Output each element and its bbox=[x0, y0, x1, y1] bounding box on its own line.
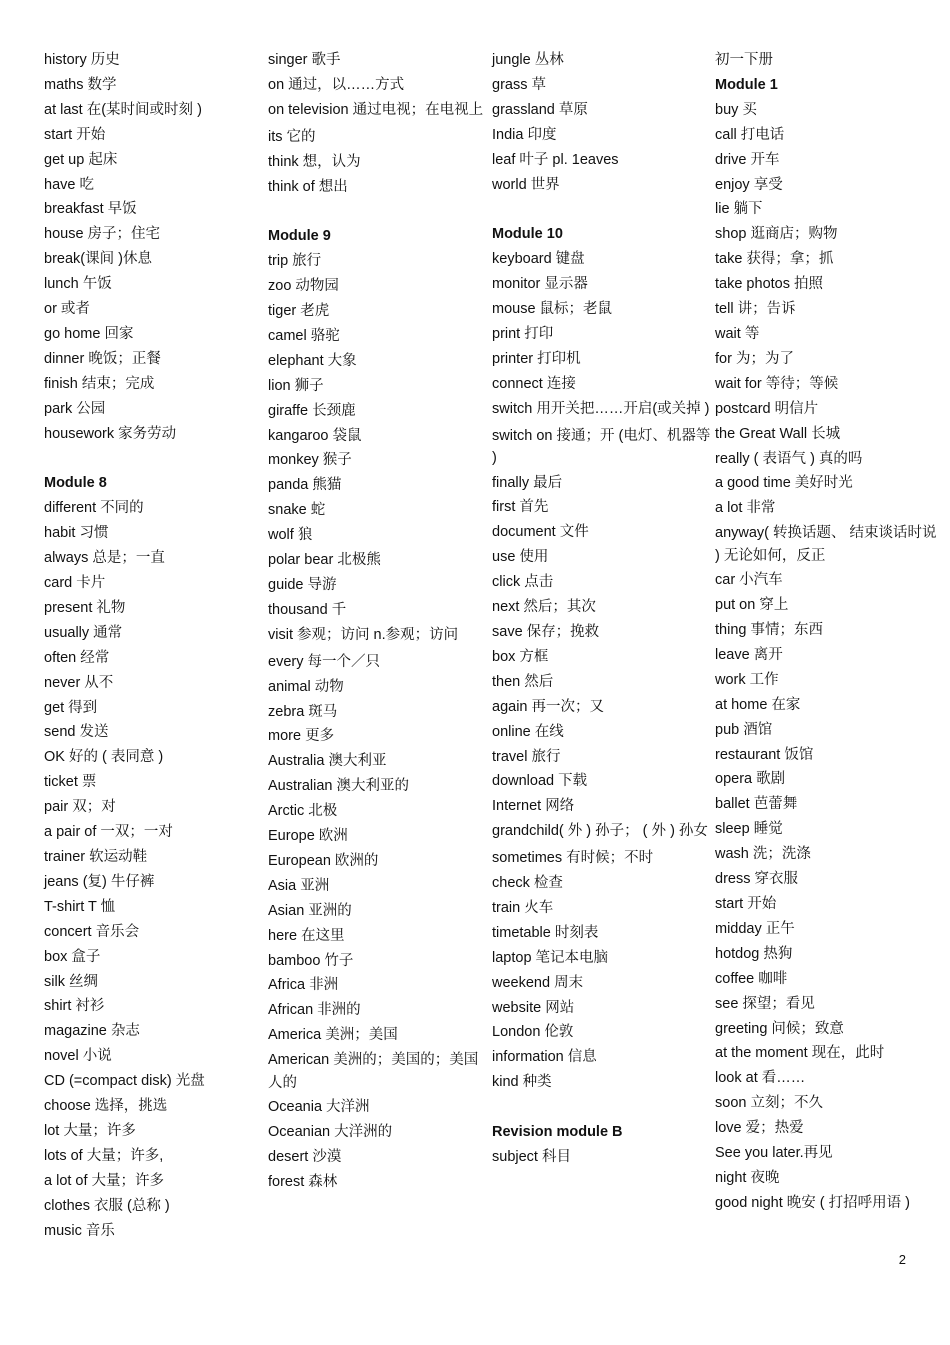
vocab-entry: Asia 亚洲 bbox=[268, 877, 330, 894]
vocab-entry: get up 起床 bbox=[44, 151, 118, 168]
vocab-entry: Asian 亚洲的 bbox=[268, 902, 352, 919]
module-heading: Revision module B bbox=[492, 1124, 623, 1141]
vocab-entry: polar bear 北极熊 bbox=[268, 552, 381, 569]
vocab-entry: download 下载 bbox=[492, 773, 588, 790]
vocab-entry: present 礼物 bbox=[44, 599, 126, 616]
vocab-entry: coffee 咖啡 bbox=[715, 970, 788, 987]
vocab-entry: concert 音乐会 bbox=[44, 923, 140, 940]
vocab-entry: European 欧洲的 bbox=[268, 852, 379, 869]
vocab-entry: opera 歌剧 bbox=[715, 771, 786, 788]
vocab-entry: T-shirt T 恤 bbox=[44, 898, 116, 915]
vocab-entry: habit 习惯 bbox=[44, 525, 109, 542]
vocab-entry: monitor 显示器 bbox=[492, 276, 588, 293]
vocab-entry: soon 立刻；不久 bbox=[715, 1095, 823, 1112]
vocab-entry: next 然后；其次 bbox=[492, 599, 596, 616]
vocab-entry: See you later.再见 bbox=[715, 1145, 833, 1162]
vocab-entry: document 文件 bbox=[492, 524, 589, 541]
vocab-entry: print 打印 bbox=[492, 325, 554, 342]
column-4 bbox=[715, 48, 937, 1218]
vocab-entry: a lot of 大量；许多 bbox=[44, 1172, 165, 1189]
vocab-entry: dress 穿衣服 bbox=[715, 871, 798, 888]
vocab-entry: world 世界 bbox=[492, 176, 560, 193]
vocab-entry: start 开始 bbox=[44, 126, 106, 143]
vocab-entry: desert 沙漠 bbox=[268, 1149, 342, 1166]
vocab-entry: housework 家务劳动 bbox=[44, 425, 177, 442]
vocab-entry: choose 选择，挑选 bbox=[44, 1098, 168, 1115]
vocab-entry: Oceania 大洋洲 bbox=[268, 1099, 370, 1116]
vocab-entry: or 或者 bbox=[44, 301, 90, 318]
vocab-entry: snake 蛇 bbox=[268, 502, 326, 519]
vocab-entry: anyway( 转换话题、 结束谈话时说 ) 无论如何，反正 bbox=[715, 525, 937, 564]
vocab-entry: good night 晚安 ( 打招呼用语 ) bbox=[715, 1194, 910, 1211]
vocab-entry: magazine 杂志 bbox=[44, 1023, 140, 1040]
vocab-entry: subject 科目 bbox=[492, 1149, 571, 1165]
vocab-entry: have 吃 bbox=[44, 176, 94, 193]
vocab-entry: 初一下册 bbox=[715, 52, 773, 68]
vocab-entry: lunch 午饭 bbox=[44, 276, 112, 293]
vocab-entry: on television 通过电视；在电视上 bbox=[268, 101, 484, 118]
vocab-entry: get 得到 bbox=[44, 699, 98, 716]
vocab-entry: save 保存；挽救 bbox=[492, 624, 600, 640]
vocab-entry: postcard 明信片 bbox=[715, 400, 819, 417]
vocab-entry: thousand 千 bbox=[268, 601, 347, 618]
vocab-entry: leave 离开 bbox=[715, 646, 783, 663]
vocab-entry: see 探望；看见 bbox=[715, 995, 815, 1012]
vocab-entry: start 开始 bbox=[715, 896, 777, 912]
vocab-entry: timetable 时刻表 bbox=[492, 924, 599, 941]
vocab-entry: a good time 美好时光 bbox=[715, 475, 853, 492]
vocab-entry: dinner 晚饭；正餐 bbox=[44, 350, 161, 367]
vocab-entry: never 从不 bbox=[44, 674, 114, 691]
vocab-entry: OK 好的 ( 表同意 ) bbox=[44, 749, 164, 766]
module-heading: Module 10 bbox=[492, 226, 563, 243]
vocab-entry: drive 开车 bbox=[715, 151, 780, 168]
vocab-entry: box 方框 bbox=[492, 648, 549, 665]
vocab-entry: lots of 大量；许多, bbox=[44, 1147, 164, 1164]
vocab-entry: lion 狮子 bbox=[268, 377, 324, 394]
module-heading: Module 8 bbox=[44, 475, 107, 492]
vocab-entry: more 更多 bbox=[268, 728, 335, 745]
vocab-entry: kind 种类 bbox=[492, 1074, 552, 1091]
vocab-entry: wait for 等待；等候 bbox=[715, 375, 839, 392]
vocab-entry: tiger 老虎 bbox=[268, 303, 330, 320]
vocab-entry: first 首先 bbox=[492, 499, 549, 516]
vocab-entry: Australian 澳大利亚的 bbox=[268, 778, 410, 795]
vocab-entry: pair 双；对 bbox=[44, 799, 116, 816]
vocab-entry: Internet 网络 bbox=[492, 798, 575, 815]
blank-line bbox=[268, 199, 490, 224]
vocab-entry: sleep 睡觉 bbox=[715, 821, 783, 838]
vocab-entry: buy 买 bbox=[715, 101, 757, 118]
vocab-entry: keyboard 键盘 bbox=[492, 251, 585, 268]
vocab-entry: history 历史 bbox=[44, 52, 120, 68]
vocab-entry: website 网站 bbox=[492, 999, 575, 1016]
vocab-entry: leaf 叶子 pl. 1eaves bbox=[492, 151, 619, 168]
vocab-entry: break(课间 )休息 bbox=[44, 251, 152, 268]
vocab-entry: trainer 软运动鞋 bbox=[44, 848, 148, 865]
vocab-entry: think 想，认为 bbox=[268, 153, 361, 170]
module-heading: Module 9 bbox=[268, 228, 331, 245]
vocab-entry: use 使用 bbox=[492, 549, 549, 566]
vocab-entry: train 火车 bbox=[492, 899, 554, 916]
vocab-entry: American 美洲的；美国的；美国人的 bbox=[268, 1052, 479, 1091]
vocab-entry: grass 草 bbox=[492, 76, 546, 93]
vocab-entry: India 印度 bbox=[492, 126, 557, 143]
vocab-entry: music 音乐 bbox=[44, 1222, 115, 1239]
vocab-entry: weekend 周末 bbox=[492, 974, 584, 991]
vocab-entry: maths 数学 bbox=[44, 76, 117, 93]
vocab-entry: clothes 衣服 (总称 ) bbox=[44, 1197, 170, 1214]
vocab-entry: at the moment 现在，此时 bbox=[715, 1045, 885, 1062]
vocab-entry: work 工作 bbox=[715, 671, 779, 688]
vocab-entry: different 不同的 bbox=[44, 500, 144, 517]
vocab-entry: at last 在(某时间或时刻 ) bbox=[44, 101, 202, 118]
vocab-entry: wait 等 bbox=[715, 325, 760, 342]
vocab-entry: again 再一次；又 bbox=[492, 698, 605, 715]
vocab-entry: a pair of 一双；一对 bbox=[44, 824, 173, 841]
vocab-entry: park 公园 bbox=[44, 400, 106, 417]
module-heading: Module 1 bbox=[715, 76, 778, 93]
vocab-entry: restaurant 饭馆 bbox=[715, 746, 814, 763]
vocab-entry: panda 熊猫 bbox=[268, 477, 342, 494]
vocab-entry: ballet 芭蕾舞 bbox=[715, 796, 798, 813]
vocab-entry: America 美洲；美国 bbox=[268, 1027, 398, 1044]
vocab-entry: tell 讲；告诉 bbox=[715, 301, 796, 318]
vocab-entry: switch on 接通；开 (电灯、机器等 ) bbox=[492, 427, 711, 467]
vocab-entry: think of 想出 bbox=[268, 178, 348, 195]
vocab-entry: enjoy 享受 bbox=[715, 176, 783, 193]
vocab-entry: forest 森林 bbox=[268, 1173, 338, 1190]
vocab-entry: a lot 非常 bbox=[715, 500, 776, 517]
vocab-entry: kangaroo 袋鼠 bbox=[268, 427, 362, 444]
vocab-entry: go home 回家 bbox=[44, 325, 134, 342]
vocab-entry: really ( 表语气 ) 真的吗 bbox=[715, 450, 863, 467]
vocab-entry: wolf 狼 bbox=[268, 527, 313, 544]
vocab-entry: night 夜晚 bbox=[715, 1169, 780, 1186]
vocab-entry: zebra 斑马 bbox=[268, 703, 338, 720]
vocab-entry: trip 旅行 bbox=[268, 253, 322, 270]
vocab-entry: zoo 动物园 bbox=[268, 278, 339, 295]
vocab-entry: every 每一个／只 bbox=[268, 653, 380, 670]
vocab-entry: singer 歌手 bbox=[268, 52, 341, 68]
vocab-entry: bamboo 竹子 bbox=[268, 952, 354, 969]
vocab-entry: information 信息 bbox=[492, 1049, 597, 1066]
vocab-entry: lot 大量；许多 bbox=[44, 1122, 136, 1139]
vocab-entry: often 经常 bbox=[44, 649, 110, 666]
vocab-entry: laptop 笔记本电脑 bbox=[492, 949, 609, 966]
vocab-entry: usually 通常 bbox=[44, 624, 123, 641]
vocab-entry: animal 动物 bbox=[268, 678, 344, 695]
vocab-entry: Australia 澳大利亚 bbox=[268, 753, 387, 770]
vocab-entry: pub 酒馆 bbox=[715, 721, 773, 738]
vocab-entry: CD (=compact disk) 光盘 bbox=[44, 1073, 205, 1090]
vocab-entry: elephant 大象 bbox=[268, 352, 357, 369]
vocab-entry: grandchild( 外 ) 孙子； ( 外 ) 孙女 bbox=[492, 823, 708, 840]
vocab-entry: the Great Wall 长城 bbox=[715, 425, 841, 442]
vocab-entry: jeans (复) 牛仔裤 bbox=[44, 873, 155, 890]
vocab-entry: camel 骆驼 bbox=[268, 327, 340, 344]
vocab-entry: travel 旅行 bbox=[492, 748, 561, 765]
vocab-entry: car 小汽车 bbox=[715, 572, 783, 589]
vocab-entry: Arctic 北极 bbox=[268, 803, 338, 820]
vocab-entry: greeting 问候；致意 bbox=[715, 1020, 844, 1037]
vocab-entry: put on 穿上 bbox=[715, 597, 789, 614]
vocab-entry: take 获得；拿；抓 bbox=[715, 251, 834, 268]
vocab-entry: love 爱；热爱 bbox=[715, 1120, 804, 1137]
vocab-entry: shop 逛商店；购物 bbox=[715, 226, 838, 243]
vocab-entry: switch 用开关把……开启(或关掉 ) bbox=[492, 400, 710, 417]
vocab-entry: click 点击 bbox=[492, 574, 554, 591]
vocab-entry: box 盒子 bbox=[44, 948, 101, 965]
vocab-entry: London 伦敦 bbox=[492, 1024, 574, 1041]
vocab-entry: here 在这里 bbox=[268, 927, 345, 944]
blank-line bbox=[44, 447, 266, 472]
vocab-entry: grassland 草原 bbox=[492, 101, 588, 118]
vocab-entry: call 打电话 bbox=[715, 126, 785, 143]
vocab-entry: for 为；为了 bbox=[715, 350, 794, 367]
vocab-entry: look at 看…… bbox=[715, 1070, 806, 1087]
vocab-entry: then 然后 bbox=[492, 673, 554, 690]
vocab-entry: African 非洲的 bbox=[268, 1002, 361, 1019]
vocab-entry: hotdog 热狗 bbox=[715, 945, 793, 962]
vocab-entry: monkey 猴子 bbox=[268, 452, 352, 469]
vocab-entry: at home 在家 bbox=[715, 696, 801, 713]
vocab-entry: mouse 鼠标；老鼠 bbox=[492, 301, 613, 318]
vocab-entry: Europe 欧洲 bbox=[268, 828, 348, 845]
column-3 bbox=[492, 48, 714, 1170]
vocab-entry: midday 正午 bbox=[715, 920, 795, 937]
vocab-entry: on 通过，以……方式 bbox=[268, 76, 405, 93]
vocab-entry: finish 结束；完成 bbox=[44, 375, 155, 392]
vocab-entry: always 总是；一直 bbox=[44, 550, 165, 567]
vocab-entry: thing 事情；东西 bbox=[715, 622, 823, 639]
vocab-entry: sometimes 有时候；不时 bbox=[492, 850, 654, 867]
vocab-entry: Oceanian 大洋洲的 bbox=[268, 1124, 393, 1141]
vocab-entry: finally 最后 bbox=[492, 474, 563, 491]
vocab-entry: check 检查 bbox=[492, 875, 563, 892]
vocab-entry: ticket 票 bbox=[44, 774, 97, 791]
vocab-entry: visit 参观；访问 n.参观；访问 bbox=[268, 626, 459, 643]
vocab-entry: wash 洗；洗涤 bbox=[715, 846, 811, 863]
column-2 bbox=[268, 48, 490, 1195]
vocab-entry: guide 导游 bbox=[268, 577, 337, 593]
vocab-entry: its 它的 bbox=[268, 128, 316, 145]
vocab-entry: giraffe 长颈鹿 bbox=[268, 402, 356, 419]
column-1 bbox=[44, 48, 266, 1243]
vocab-entry: printer 打印机 bbox=[492, 350, 581, 367]
vocab-entry: breakfast 早饭 bbox=[44, 201, 137, 218]
vocab-entry: silk 丝绸 bbox=[44, 973, 98, 990]
vocab-entry: house 房子；住宅 bbox=[44, 226, 161, 243]
blank-line bbox=[492, 1095, 714, 1120]
vocab-entry: card 卡片 bbox=[44, 575, 106, 592]
vocab-entry: lie 躺下 bbox=[715, 201, 763, 218]
vocab-entry: connect 连接 bbox=[492, 375, 576, 392]
vocab-entry: online 在线 bbox=[492, 723, 564, 740]
vocab-entry: take photos 拍照 bbox=[715, 276, 823, 293]
vocab-entry: send 发送 bbox=[44, 724, 109, 741]
page-number: 2 bbox=[898, 1252, 906, 1267]
vocab-entry: Africa 非洲 bbox=[268, 977, 339, 994]
vocab-entry: jungle 丛林 bbox=[492, 52, 564, 68]
vocab-entry: novel 小说 bbox=[44, 1048, 112, 1065]
blank-line bbox=[492, 197, 714, 222]
vocab-entry: shirt 衬衫 bbox=[44, 998, 105, 1015]
